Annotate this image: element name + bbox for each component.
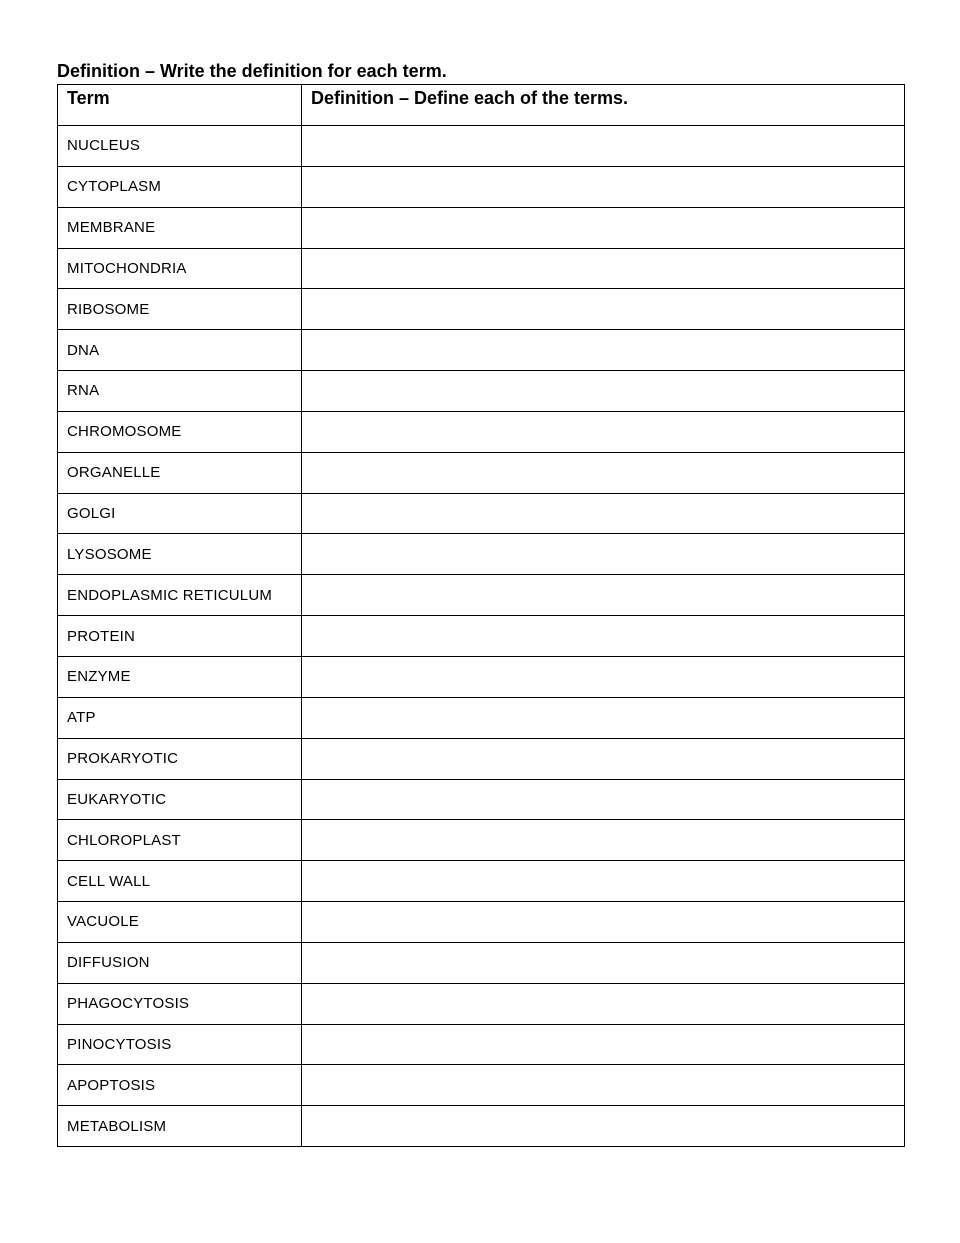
term-cell: PHAGOCYTOSIS	[58, 983, 302, 1024]
table-row	[58, 575, 905, 616]
definition-answer-cell[interactable]	[302, 575, 905, 616]
table-row	[58, 861, 905, 902]
definition-answer-cell[interactable]	[302, 902, 905, 943]
definition-answer-cell[interactable]	[302, 452, 905, 493]
term-cell: GOLGI	[58, 493, 302, 534]
table-row	[58, 1024, 905, 1065]
table-row	[58, 942, 905, 983]
definition-answer-cell[interactable]	[302, 330, 905, 371]
term-column-header: Term	[58, 85, 302, 126]
table-row	[58, 779, 905, 820]
table-body	[58, 126, 905, 1147]
term-cell: ORGANELLE	[58, 452, 302, 493]
term-cell: RIBOSOME	[58, 289, 302, 330]
table-row	[58, 656, 905, 697]
table-row	[58, 493, 905, 534]
table-row	[58, 207, 905, 248]
table-row	[58, 1106, 905, 1147]
table-row	[58, 820, 905, 861]
definition-answer-cell[interactable]	[302, 738, 905, 779]
definition-answer-cell[interactable]	[302, 126, 905, 167]
term-cell: EUKARYOTIC	[58, 779, 302, 820]
table-row	[58, 902, 905, 943]
definition-answer-cell[interactable]	[302, 983, 905, 1024]
term-cell: METABOLISM	[58, 1106, 302, 1147]
definition-answer-cell[interactable]	[302, 411, 905, 452]
term-cell: MITOCHONDRIA	[58, 248, 302, 289]
worksheet-title: Definition – Write the definition for each term.	[57, 61, 447, 81]
term-cell: MEMBRANE	[58, 207, 302, 248]
term-cell: PROKARYOTIC	[58, 738, 302, 779]
header-row	[58, 85, 905, 126]
table-row	[58, 1065, 905, 1106]
table-row	[58, 248, 905, 289]
definition-answer-cell[interactable]	[302, 656, 905, 697]
table-row	[58, 616, 905, 657]
definition-answer-cell[interactable]	[302, 820, 905, 861]
term-cell: CELL WALL	[58, 861, 302, 902]
definition-answer-cell[interactable]	[302, 1106, 905, 1147]
definition-answer-cell[interactable]	[302, 861, 905, 902]
definition-answer-cell[interactable]	[302, 1024, 905, 1065]
term-cell: ATP	[58, 697, 302, 738]
table-row	[58, 371, 905, 412]
definition-answer-cell[interactable]	[302, 371, 905, 412]
term-cell: ENZYME	[58, 656, 302, 697]
table-row	[58, 534, 905, 575]
table-row	[58, 738, 905, 779]
table-row	[58, 330, 905, 371]
definition-answer-cell[interactable]	[302, 289, 905, 330]
definition-answer-cell[interactable]	[302, 942, 905, 983]
term-cell: APOPTOSIS	[58, 1065, 302, 1106]
table-row	[58, 983, 905, 1024]
definition-answer-cell[interactable]	[302, 534, 905, 575]
definitions-table	[57, 84, 905, 1147]
term-cell: CYTOPLASM	[58, 166, 302, 207]
term-cell: ENDOPLASMIC RETICULUM	[58, 575, 302, 616]
definition-answer-cell[interactable]	[302, 493, 905, 534]
table-header	[58, 85, 905, 126]
term-cell: PROTEIN	[58, 616, 302, 657]
term-cell: DIFFUSION	[58, 942, 302, 983]
term-cell: VACUOLE	[58, 902, 302, 943]
definition-answer-cell[interactable]	[302, 207, 905, 248]
definition-answer-cell[interactable]	[302, 697, 905, 738]
table-row	[58, 411, 905, 452]
term-cell: PINOCYTOSIS	[58, 1024, 302, 1065]
table-row	[58, 697, 905, 738]
table-row	[58, 166, 905, 207]
table-row	[58, 289, 905, 330]
definition-answer-cell[interactable]	[302, 779, 905, 820]
term-cell: DNA	[58, 330, 302, 371]
term-cell: LYSOSOME	[58, 534, 302, 575]
definition-answer-cell[interactable]	[302, 1065, 905, 1106]
term-cell: RNA	[58, 371, 302, 412]
table-row	[58, 452, 905, 493]
definition-answer-cell[interactable]	[302, 616, 905, 657]
definition-answer-cell[interactable]	[302, 248, 905, 289]
term-cell: CHROMOSOME	[58, 411, 302, 452]
table-row	[58, 126, 905, 167]
definition-column-header: Definition – Define each of the terms.	[302, 85, 905, 126]
term-cell: NUCLEUS	[58, 126, 302, 167]
term-cell: CHLOROPLAST	[58, 820, 302, 861]
definition-answer-cell[interactable]	[302, 166, 905, 207]
